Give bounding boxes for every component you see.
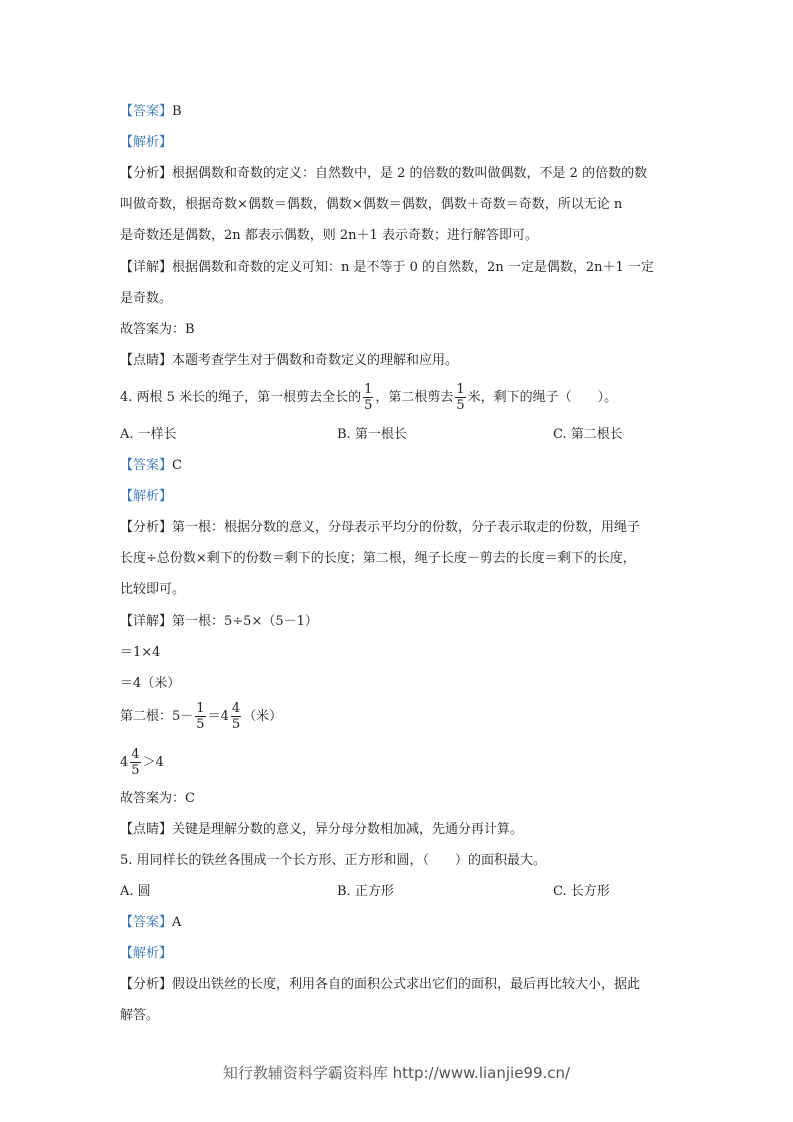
dianjing-tag: 【点睛】 <box>120 822 173 837</box>
q5-fenxi-line-1: 【分析】假设出铁丝的长度，利用各自的面积公式求出它们的面积，最后再比较大小，据此 <box>120 977 641 992</box>
q4-conclusion: 故答案为：C <box>120 791 195 806</box>
q4-option-a: A. 一样长 <box>120 427 177 442</box>
answer-tag: 【答案】 <box>120 104 173 119</box>
answer-tag: 【答案】 <box>120 458 173 473</box>
q5-option-c: C. 长方形 <box>553 884 610 899</box>
q3-conclusion: 故答案为：B <box>120 322 195 337</box>
q4-answer: C <box>172 458 182 473</box>
q3-xiangjie-line-1: 【详解】根据偶数和奇数的定义可知：n 是不等于 0 的自然数，2n 一定是偶数，2n＋1 一定 <box>120 260 654 275</box>
fraction: $\frac{1}{5}$ <box>364 382 373 413</box>
q4-answer-line <box>120 457 182 475</box>
q4-step-2: ＝1×4 <box>120 645 161 660</box>
q5-stem: 5. 用同样长的铁丝各围成一个长方形、正方形和圆，（ ）的面积最大。 <box>120 853 547 868</box>
fenxi-tag: 【分析】 <box>120 977 173 992</box>
answer-tag: 【答案】 <box>120 915 173 930</box>
q4-fenxi-line-1: 【分析】第一根：根据分数的意义，分母表示平均分的份数，分子表示取走的份数，用绳子 <box>120 520 641 535</box>
q3-xiangjie-line-2: 是奇数。 <box>120 291 173 306</box>
q3-jiexi-tag: 【解析】 <box>120 135 173 150</box>
page-footer: 知行教辅资料学霸资料库 http://www.lianjie99.cn/ <box>222 1064 571 1082</box>
q4-second-rope: 第二根：5－ $\frac{1}{5}$ ＝4 $\frac{4}{5}$ （米） <box>120 701 283 732</box>
fraction: $\frac{4}{5}$ <box>131 747 140 778</box>
q4-option-b: B. 第一根长 <box>337 427 407 442</box>
fenxi-tag: 【分析】 <box>120 166 173 181</box>
q5-jiexi-tag: 【解析】 <box>120 946 173 961</box>
xiangjie-tag: 【详解】 <box>120 614 173 629</box>
q3-answer-line <box>120 103 182 121</box>
q4-fenxi-line-2: 长度÷总份数×剩下的份数＝剩下的长度；第二根，绳子长度－剪去的长度＝剩下的长度， <box>120 551 636 566</box>
q3-answer: B <box>172 104 182 119</box>
q5-answer-line <box>120 914 181 932</box>
q4-comparison: 4 $\frac{4}{5}$ ＞4 <box>120 747 164 778</box>
q3-fenxi-line-1: 【分析】根据偶数和奇数的定义：自然数中，是 2 的倍数的数叫做偶数，不是 2 的倍数的数 <box>120 166 648 181</box>
q5-option-b: B. 正方形 <box>337 884 394 899</box>
fenxi-tag: 【分析】 <box>120 520 173 535</box>
q3-fenxi-line-3: 是奇数还是偶数，2n 都表示偶数，则 2n＋1 表示奇数；进行解答即可。 <box>120 228 538 243</box>
q3-dianjing-line: 【点睛】本题考查学生对于偶数和奇数定义的理解和应用。 <box>120 353 459 368</box>
q3-fenxi-line-2: 叫做奇数，根据奇数×偶数＝偶数，偶数×偶数＝偶数，偶数＋奇数＝奇数，所以无论 n <box>120 197 623 212</box>
xiangjie-tag: 【详解】 <box>120 260 173 275</box>
fraction: $\frac{4}{5}$ <box>231 701 241 732</box>
q5-fenxi-line-2: 解答。 <box>120 1008 160 1023</box>
q5-option-a: A. 圆 <box>120 884 151 899</box>
fraction: $\frac{1}{5}$ <box>196 701 205 732</box>
fraction: $\frac{1}{5}$ <box>456 382 465 413</box>
q4-option-c: C. 第二根长 <box>553 427 623 442</box>
dianjing-tag: 【点睛】 <box>120 353 173 368</box>
q4-dianjing-line: 【点睛】关键是理解分数的意义，异分母分数相加减，先通分再计算。 <box>120 822 524 837</box>
q4-fenxi-line-3: 比较即可。 <box>120 582 186 597</box>
q4-xiangjie-line-1: 【详解】第一根：5÷5×（5－1） <box>120 614 318 629</box>
q4-stem: 4. 两根 5 米长的绳子，第一根剪去全长的 $\frac{1}{5}$ ，第二根剪去 $\frac{1}{5}$ 米，剩下的绳子（ ）。 <box>120 382 618 413</box>
q4-jiexi-tag: 【解析】 <box>120 489 173 504</box>
q5-answer: A <box>172 915 182 930</box>
q4-step-3: ＝4（米） <box>120 676 181 691</box>
